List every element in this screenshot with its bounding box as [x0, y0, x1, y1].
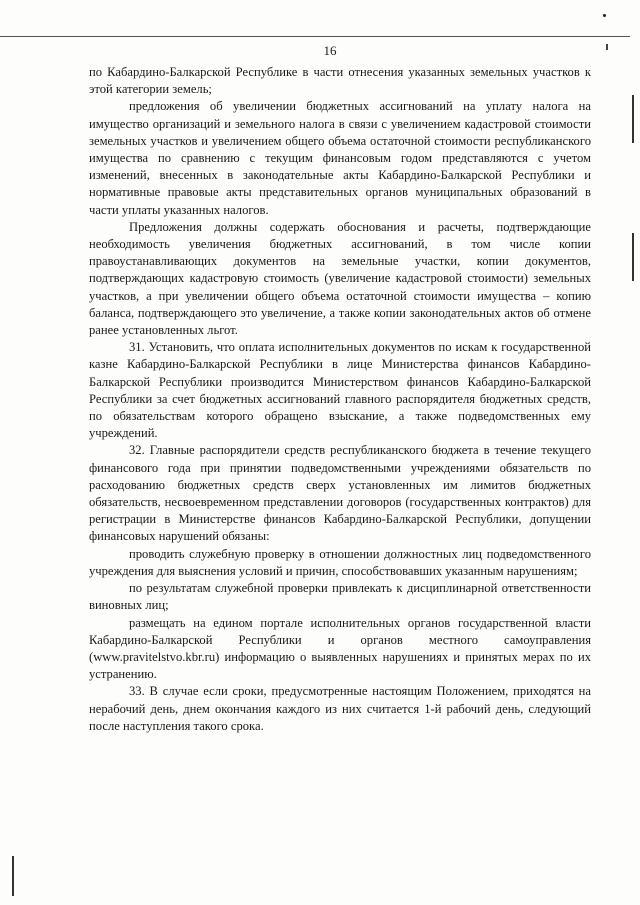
page-number: 16 — [323, 43, 337, 58]
paragraph-item-31: 31. Установить, что оплата исполнительных документов по искам к государственной казне Кабардино-Балкарской Республики в лице Министерства финансов Кабардино-Балкарской Республики производится Министерством финансов Кабардино-Балкарской Республики за счет бюджетных ассигнований главного распорядителя бюджетных средств, по обязательствам которого обращено взыскание, а также подведомственных ему учреждений. — [89, 340, 591, 441]
scan-edge-mark — [632, 233, 634, 281]
paragraph-duty-discipline: по результатам служебной проверки привлекать к дисциплинарной ответственности виновных лиц; — [89, 581, 591, 613]
paragraph-continuation: по Кабардино-Балкарской Республике в части отнесения указанных земельных участков к этой категории земель; — [89, 65, 591, 97]
scan-edge-mark — [632, 95, 634, 143]
paragraph-tax-proposals: предложения об увеличении бюджетных ассигнований на уплату налога на имущество организаций и земельного налога в связи с увеличением кадастровой стоимости земельных участков и увеличением общего объема остаточной стоимости республиканского имущества по сравнению с текущим финансовым годом представляются с учетом изменений, внесенных в законодательные акты Кабардино-Балкарской Республики и нормативные правовые акты представительных органов муниципальных образований в части уплаты указанных налогов. — [89, 99, 591, 217]
header-rule — [0, 36, 630, 37]
paragraph-duty-inspection: проводить служебную проверку в отношении должностных лиц подведомственного учреждения для выяснения условий и причин, способствовавших указанным нарушениям; — [89, 546, 591, 578]
paragraph-item-32: 32. Главные распорядители средств республиканского бюджета в течение текущего финансового года при принятии подведомственными учреждениями обязательств по расходованию бюджетных средств сверх установленных им лимитов бюджетных обязательств, несвоевременном представлении договоров (государственных контрактов) для регистрации в Министерстве финансов Кабардино-Балкарской Республики, допущении финансовых нарушений обязаны: — [89, 443, 591, 544]
document-body — [89, 64, 591, 735]
scan-artifact-dot — [603, 14, 606, 17]
paragraph-justification: Предложения должны содержать обоснования и расчеты, подтверждающие необходимость увеличения бюджетных ассигнований, в том числе копии правоустанавливающих документов на земельные участки, копии документов, подтверждающих кадастровую стоимость (увеличение кадастровой стоимости) земельных участков, а при увеличении общего объема остаточной стоимости имущества – копию баланса, подтверждающего это увеличение, а также копии законодательных актов об отмене ранее установленных льгот. — [89, 219, 591, 338]
scan-edge-mark — [12, 856, 14, 896]
paragraph-duty-publish: размещать на едином портале исполнительных органов государственной власти Кабардино-Балкарской Республики и органов местного самоуправления (www.pravitelstvo.kbr.ru) информацию о выявленных нарушениях и принятых мерах по их устранению. — [89, 615, 591, 682]
paragraph-item-33: 33. В случае если сроки, предусмотренные настоящим Положением, приходятся на нерабочий день, днем окончания каждого из них считается 1-й рабочий день, следующий после наступления такого срока. — [89, 684, 591, 733]
